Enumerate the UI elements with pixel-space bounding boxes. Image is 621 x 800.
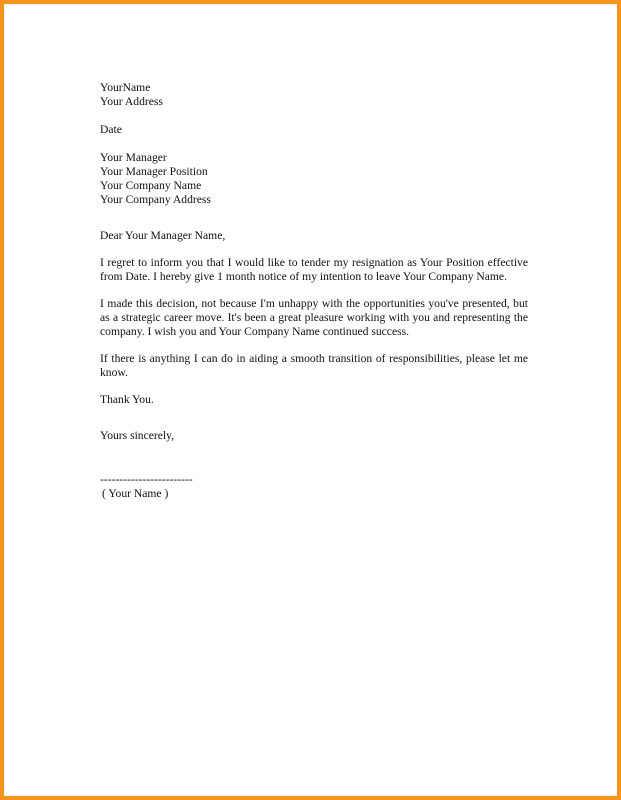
signature-line: ------------------------: [100, 473, 193, 486]
paragraph-1: I regret to inform you that I would like to tender my resignation as Your Position effective from Date. I hereby give 1 month notice of my intention to leave Your Company Name.: [100, 256, 528, 283]
closing-line: Yours sincerely,: [100, 429, 175, 442]
recipient-company-address: Your Company Address: [100, 193, 211, 206]
sender-name: YourName: [100, 81, 151, 94]
signature-name: ( Your Name ): [102, 487, 169, 500]
recipient-manager: Your Manager: [100, 151, 167, 164]
letter-date: Date: [100, 123, 122, 136]
recipient-position: Your Manager Position: [100, 165, 208, 178]
recipient-company: Your Company Name: [100, 179, 202, 192]
resignation-letter: [100, 81, 528, 501]
paragraph-3: If there is anything I can do in aiding a smooth transition of responsibilities, please let me know.: [100, 352, 528, 379]
paragraph-2: I made this decision, not because I'm unhappy with the opportunities you've presented, but as a strategic career move. It's been a great pleasure working with you and representing the company. I wish you and Your Company Name continued success.: [100, 297, 528, 338]
thanks-line: Thank You.: [100, 393, 154, 406]
sender-address: Your Address: [100, 95, 163, 108]
salutation: Dear Your Manager Name,: [100, 229, 226, 242]
